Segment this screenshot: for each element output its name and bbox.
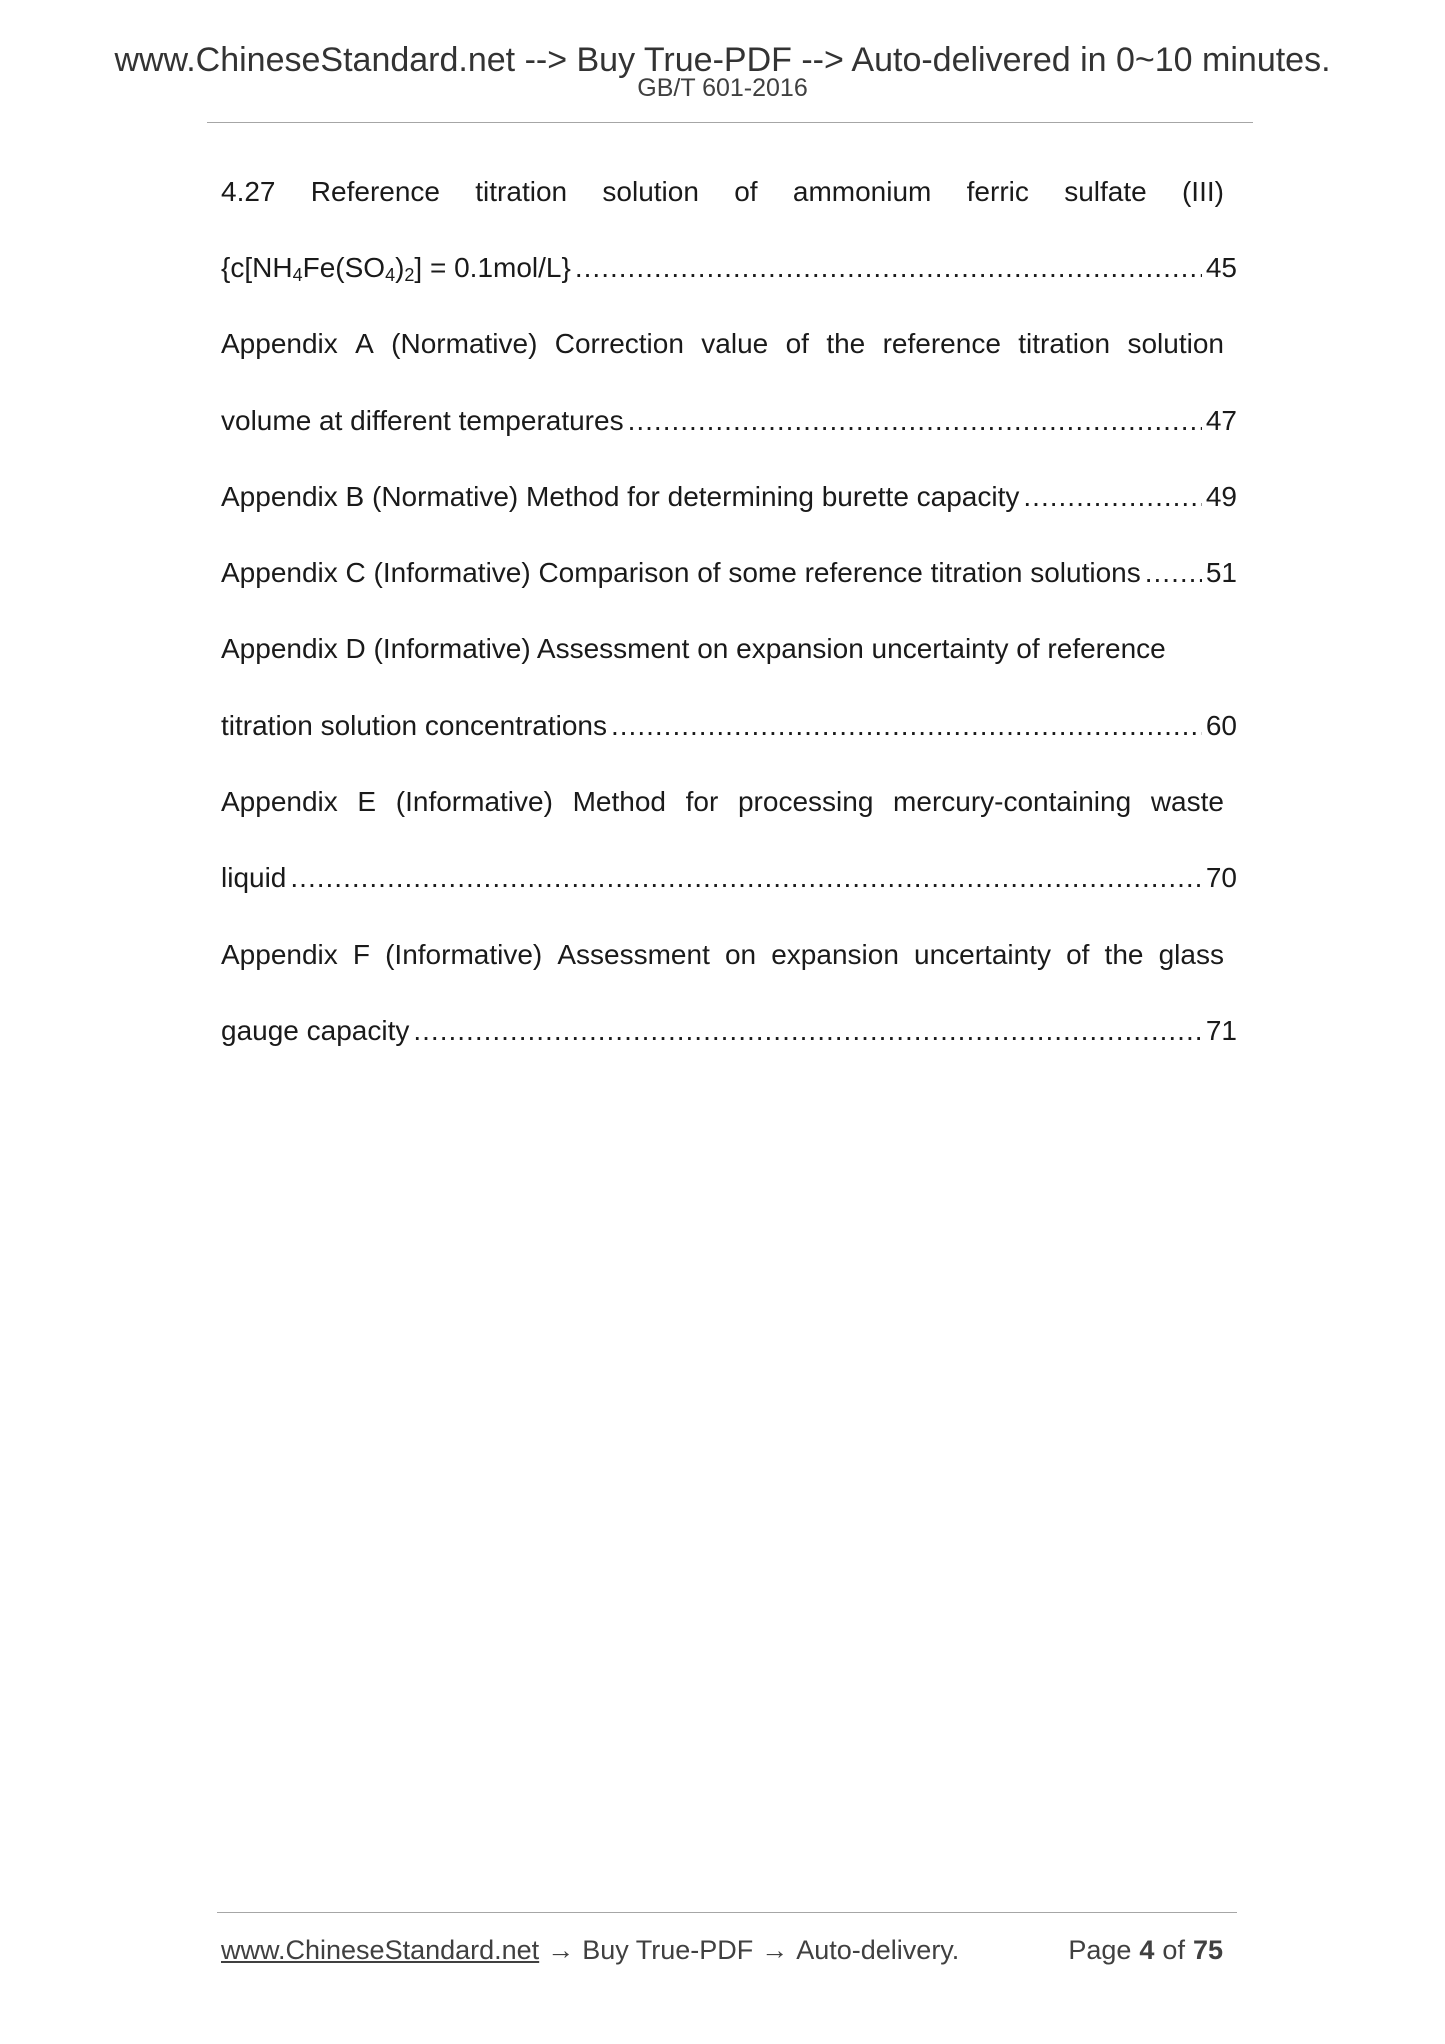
toc-word: Reference (310, 176, 440, 207)
dot-leader (575, 248, 1202, 288)
toc-word: Appendix (221, 786, 338, 817)
formula-subscript: 2 (404, 265, 415, 285)
toc-page-number: 47 (1205, 405, 1237, 436)
footer-buy-text: Buy True-PDF (582, 1935, 754, 1965)
toc-word: of (785, 328, 809, 359)
toc-word: the (826, 328, 866, 359)
toc-word: glass (1158, 939, 1224, 970)
page-indicator (1068, 1932, 1231, 1968)
toc-word: A (355, 328, 374, 359)
footer-divider (217, 1912, 1237, 1913)
toc-item-appendix-c[interactable] (221, 553, 1237, 593)
toc-word: Method (572, 786, 666, 817)
formula (221, 248, 571, 288)
footer-site-link[interactable]: www.ChineseStandard.net (221, 1935, 540, 1965)
dot-leader (611, 706, 1202, 746)
toc-word: F (352, 939, 370, 970)
page-label: Page (1068, 1935, 1132, 1965)
toc-word: (Normative) (391, 328, 538, 359)
toc-text: liquid (221, 862, 287, 893)
toc-word: value (701, 328, 769, 359)
toc-word: ferric (966, 176, 1029, 207)
toc-word: Appendix (221, 328, 338, 359)
toc-word: waste (1150, 786, 1224, 817)
toc-item-appendix-f-line1[interactable] (221, 935, 1224, 975)
toc-word: solution (602, 176, 699, 207)
dot-leader (1145, 553, 1202, 593)
toc-word: of (1066, 939, 1090, 970)
top-banner[interactable]: www.ChineseStandard.net --> Buy True-PDF --> Auto-delivered in 0~10 minutes. (114, 41, 1331, 79)
toc-text: titration solution concentrations (221, 710, 607, 741)
page-current: 4 (1139, 1935, 1155, 1965)
toc-word: titration (1018, 328, 1111, 359)
toc-item-appendix-e-line2[interactable] (221, 858, 1237, 898)
toc-page-number: 70 (1205, 862, 1237, 893)
toc-word: solution (1127, 328, 1224, 359)
formula-part: ] = 0.1mol/L} (414, 252, 571, 283)
dot-leader (1023, 477, 1201, 517)
toc-item-appendix-e-line1[interactable] (221, 782, 1224, 822)
arrow-right-icon: → (547, 1935, 575, 1965)
toc-page-number: 45 (1205, 252, 1237, 283)
toc-word: expansion (771, 939, 899, 970)
toc-word: reference (882, 328, 1001, 359)
toc-item-4-27-line1[interactable] (221, 172, 1224, 212)
toc-page-number: 49 (1205, 481, 1237, 512)
toc-word: (Informative) (385, 939, 543, 970)
page-total: 75 (1192, 1935, 1223, 1965)
toc-word: E (357, 786, 377, 817)
toc-word: Appendix (221, 939, 338, 970)
dot-leader (628, 401, 1202, 441)
toc-word: Correction (554, 328, 684, 359)
page-of: of (1162, 1935, 1185, 1965)
toc-page-number: 71 (1205, 1015, 1237, 1046)
toc-word: of (734, 176, 758, 207)
toc-item-appendix-d-line2[interactable] (221, 706, 1237, 746)
footer-delivery-text: Auto-delivery. (796, 1935, 960, 1965)
toc-word: sulfate (1064, 176, 1147, 207)
formula-part: ) (395, 252, 405, 283)
formula-subscript: 4 (292, 265, 303, 285)
toc-text: Appendix D (Informative) Assessment on expansion uncertainty of reference (221, 633, 1166, 664)
toc-item-appendix-f-line2[interactable] (221, 1011, 1237, 1051)
toc-page-number: 51 (1205, 557, 1237, 588)
toc-item-appendix-a-line1[interactable] (221, 324, 1224, 364)
toc-page-number: 60 (1205, 710, 1237, 741)
toc-word: uncertainty (914, 939, 1051, 970)
toc-text: Appendix C (Informative) Comparison of some reference titration solutions (221, 557, 1141, 588)
toc-word: the (1104, 939, 1144, 970)
formula-subscript: 4 (385, 265, 396, 285)
toc-word: on (724, 939, 757, 970)
dot-leader (413, 1011, 1201, 1051)
formula-part: Fe(SO (302, 252, 386, 283)
toc-item-number: 4.27 (221, 176, 276, 207)
toc-text: volume at different temperatures (221, 405, 624, 436)
toc-item-appendix-d-line1[interactable] (221, 629, 1237, 669)
arrow-right-icon: → (761, 1935, 789, 1965)
toc-word: ammonium (792, 176, 932, 207)
toc-word: for (685, 786, 719, 817)
dot-leader (290, 858, 1201, 898)
toc-word: titration (475, 176, 568, 207)
formula-part: {c[NH (221, 252, 293, 283)
toc-word: Assessment (557, 939, 710, 970)
toc-word: (III) (1181, 176, 1224, 207)
toc-word: processing (737, 786, 874, 817)
toc-word: (Informative) (395, 786, 553, 817)
document-code: GB/T 601-2016 (637, 74, 808, 102)
toc-item-appendix-a-line2[interactable] (221, 401, 1237, 441)
toc-item-4-27-line2[interactable] (221, 248, 1237, 288)
header-divider (207, 122, 1253, 123)
page-footer (221, 1932, 1237, 1968)
toc-text: gauge capacity (221, 1015, 410, 1046)
toc-item-appendix-b[interactable] (221, 477, 1237, 517)
toc-word: mercury-containing (893, 786, 1132, 817)
toc-text: Appendix B (Normative) Method for determining burette capacity (221, 481, 1020, 512)
